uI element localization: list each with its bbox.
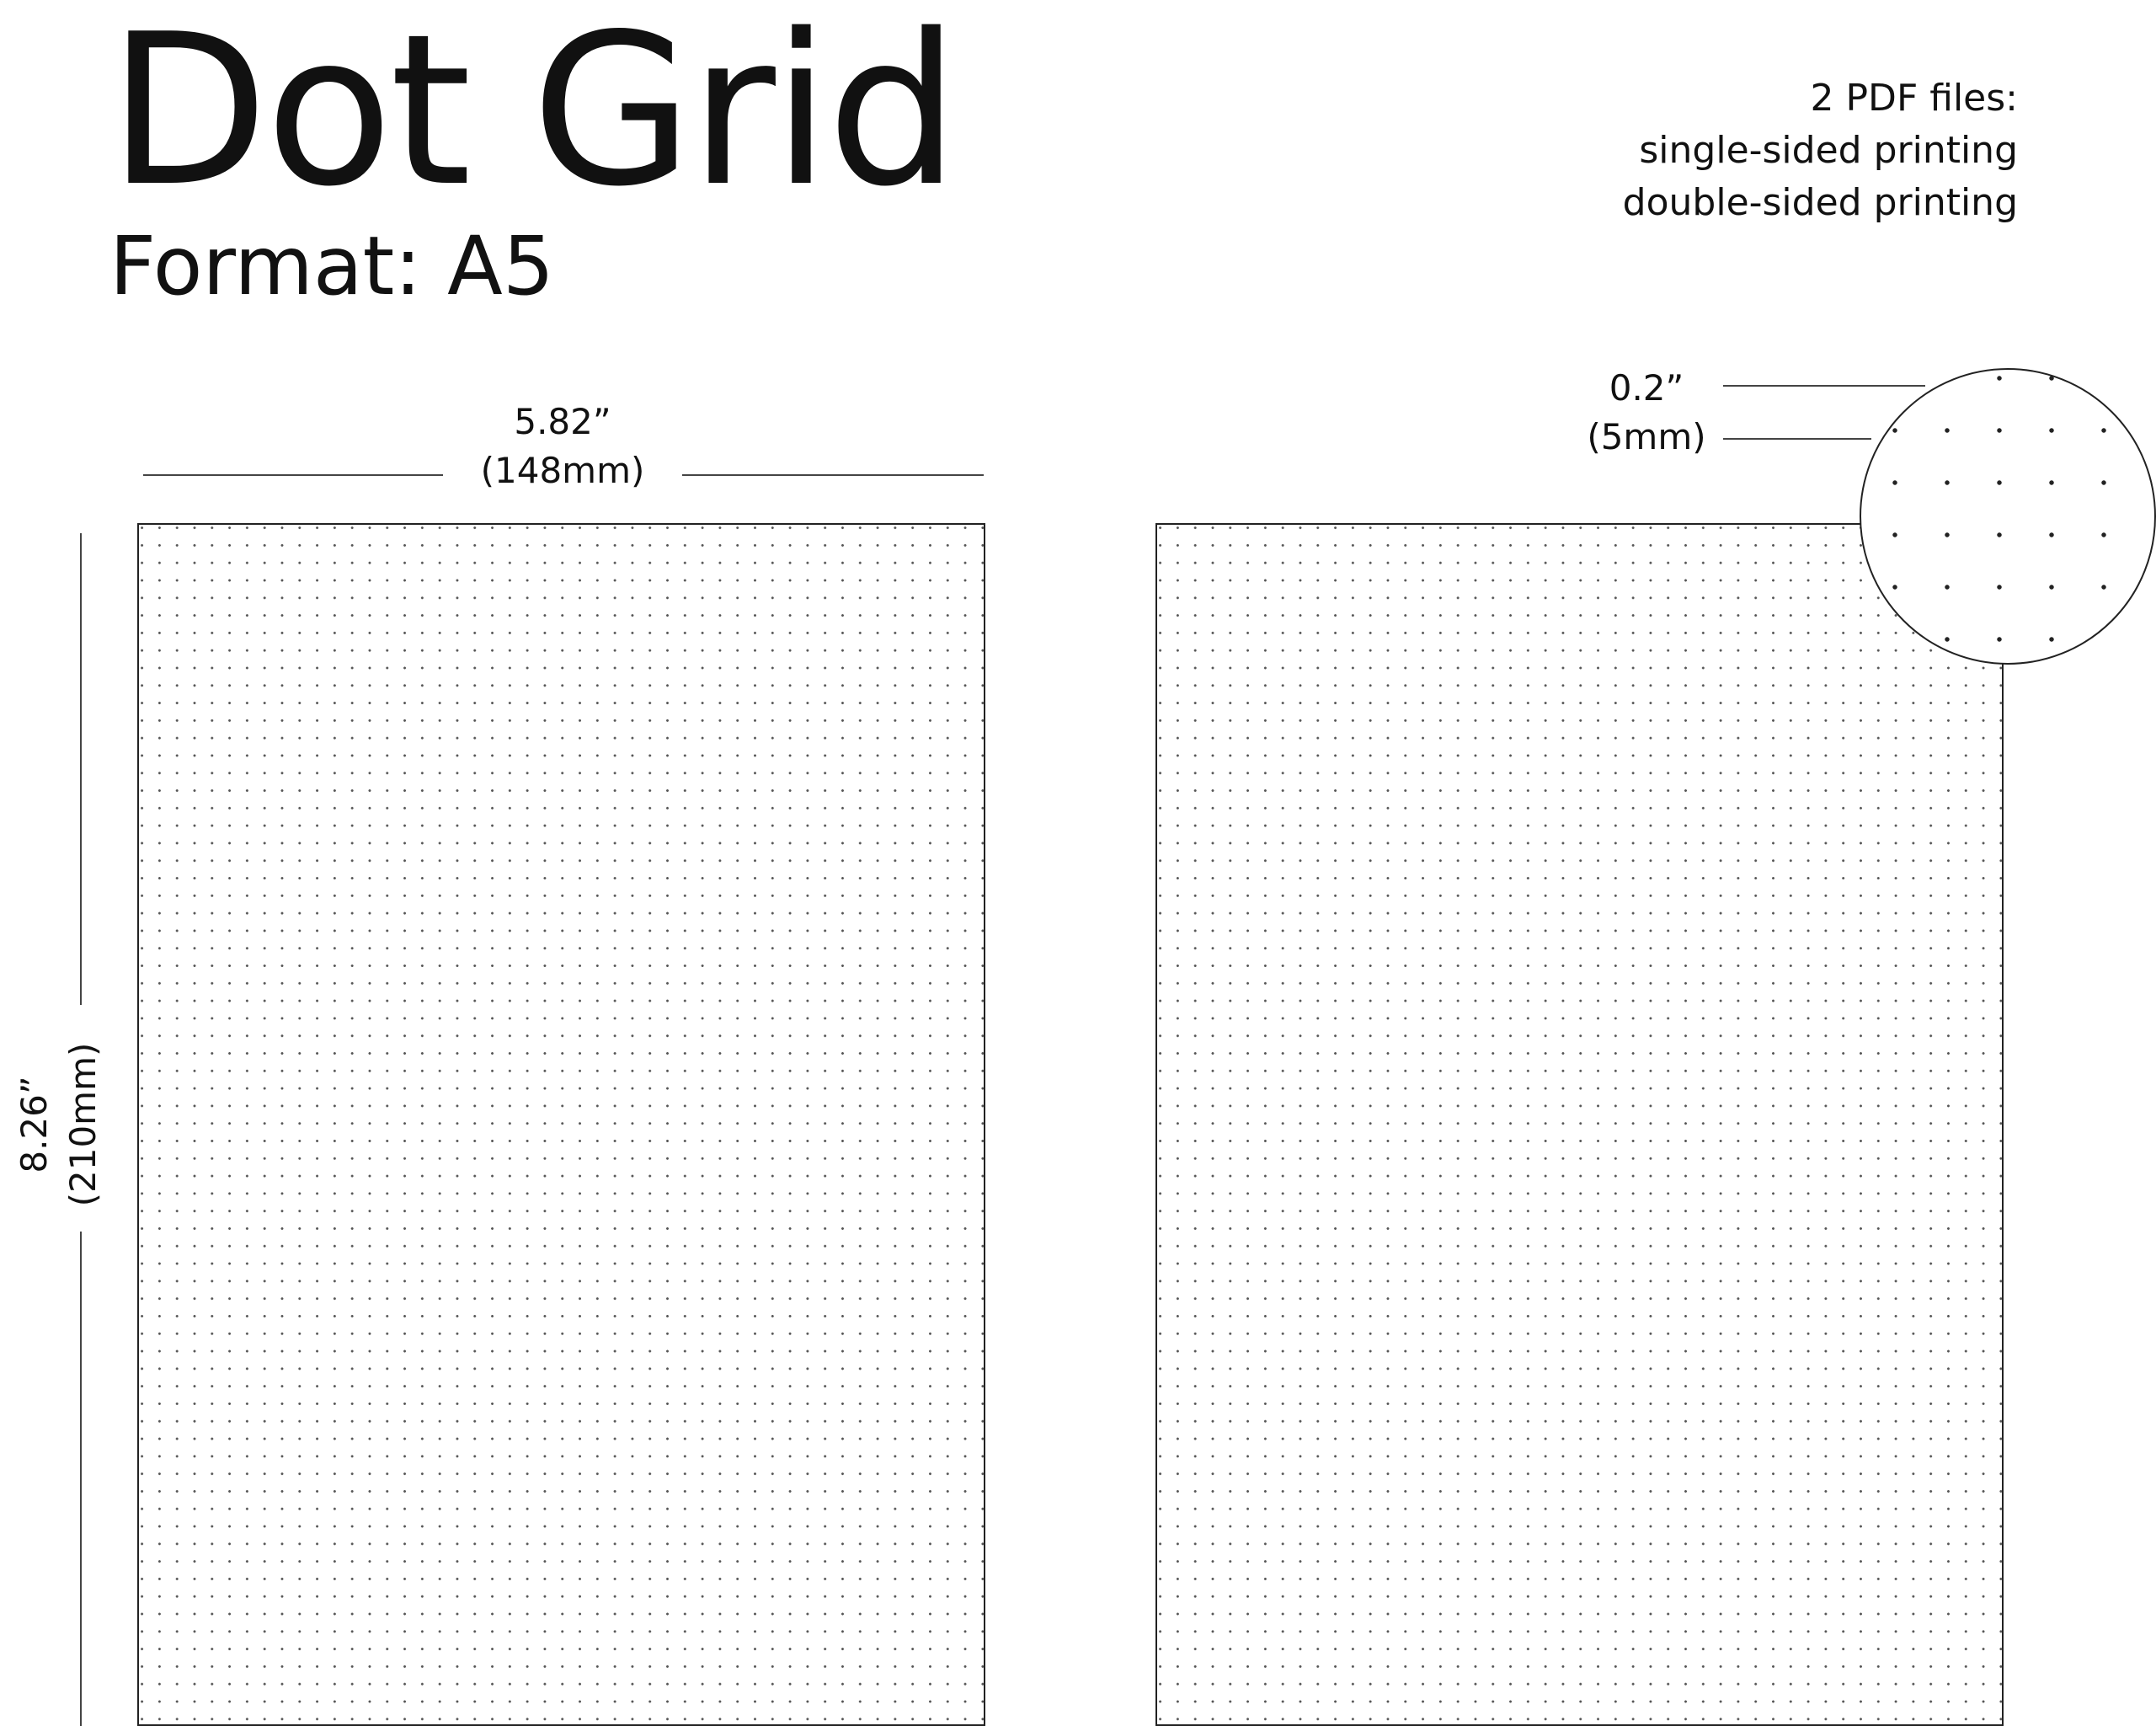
width-mm: (148mm)	[480, 450, 645, 491]
format-subtitle: Format: A5	[109, 219, 554, 313]
dot-grid-page-right	[1155, 523, 2004, 1726]
dot-grid-page-left	[137, 523, 985, 1726]
files-note-single-sided: single-sided printing	[1639, 129, 2018, 172]
width-dimension-line-left	[143, 474, 443, 476]
spacing-mm: (5mm)	[1587, 416, 1706, 457]
spacing-dimension-line-top	[1723, 385, 1925, 387]
spacing-inches: 0.2”	[1609, 367, 1684, 409]
dot-spacing-magnifier	[1860, 368, 2156, 665]
width-dimension-line-right	[682, 474, 984, 476]
spacing-dimension-line-bottom	[1723, 438, 1871, 440]
files-note	[1623, 72, 2018, 229]
page-title: Dot Grid	[108, 0, 957, 232]
files-note-double-sided: double-sided printing	[1622, 181, 2018, 224]
files-note-count: 2 PDF files:	[1810, 77, 2018, 120]
width-inches: 5.82”	[514, 401, 611, 442]
height-dimension-line-top	[80, 533, 82, 1005]
height-dimension-line-bottom	[80, 1232, 82, 1726]
height-dimension-label	[0, 1040, 118, 1209]
height-inches: 8.26”	[13, 1076, 55, 1173]
height-mm: (210mm)	[62, 1042, 104, 1207]
width-dimension-label	[438, 398, 687, 495]
spacing-dimension-label	[1558, 364, 1735, 462]
